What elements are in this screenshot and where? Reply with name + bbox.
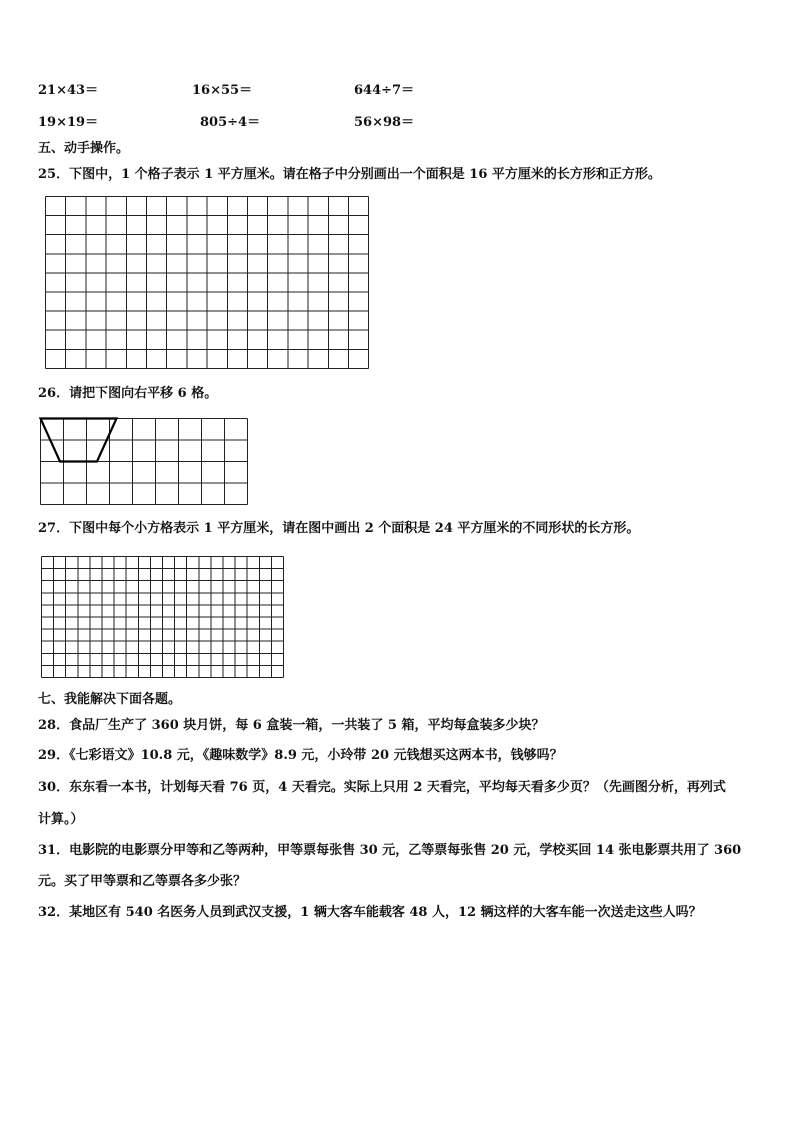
calc-item: 56×98＝ [354, 115, 415, 130]
question-29: 29．《七彩语文》10.8 元，《趣味数学》8.9 元，小玲带 20 元钱想买这两本书，钱够吗？ [38, 748, 563, 763]
question-31-line1: 31．电影院的电影票分甲等和乙等两种，甲等票每张售 30 元，乙等票每张售 20 元，学校买回 14 张电影票共用了 360 [38, 843, 742, 858]
question-32: 32．某地区有 540 名医务人员到武汉支援，1 辆大客车能载客 48 人，12 辆这样的大客车能一次送走这些人吗？ [38, 905, 702, 920]
question-25: 25．下图中，1 个格子表示 1 平方厘米。请在格子中分别画出一个面积是 16 平方厘米的长方形和正方形。 [38, 167, 661, 182]
question-30-line2: 计算。） [38, 812, 84, 827]
calc-item: 21×43＝ [38, 83, 99, 98]
calc-item: 19×19＝ [38, 115, 99, 130]
square-grid-27 [41, 556, 284, 678]
square-grid-25 [45, 196, 369, 369]
section-heading: 七、我能解决下面各题。 [38, 692, 182, 707]
question-28: 28．食品厂生产了 360 块月饼，每 6 盒装一箱，一共装了 5 箱，平均每盒装多少块？ [38, 718, 545, 733]
section-heading: 五、动手操作。 [38, 141, 130, 156]
question-26: 26．请把下图向右平移 6 格。 [38, 386, 218, 401]
question-27: 27．下图中每个小方格表示 1 平方厘米，请在图中画出 2 个面积是 24 平方厘米的不同形状的长方形。 [38, 521, 640, 536]
question-31-line2: 元。买了甲等票和乙等票各多少张？ [38, 874, 247, 889]
calc-item: 16×55＝ [192, 83, 253, 98]
calc-item: 805÷4＝ [200, 115, 261, 130]
translation-grid-26 [40, 418, 248, 505]
question-30-line1: 30．东东看一本书，计划每天看 76 页，4 天看完。实际上只用 2 天看完，平均每天看多少页？（先画图分析，再列式 [38, 780, 726, 795]
calc-item: 644÷7＝ [354, 83, 415, 98]
